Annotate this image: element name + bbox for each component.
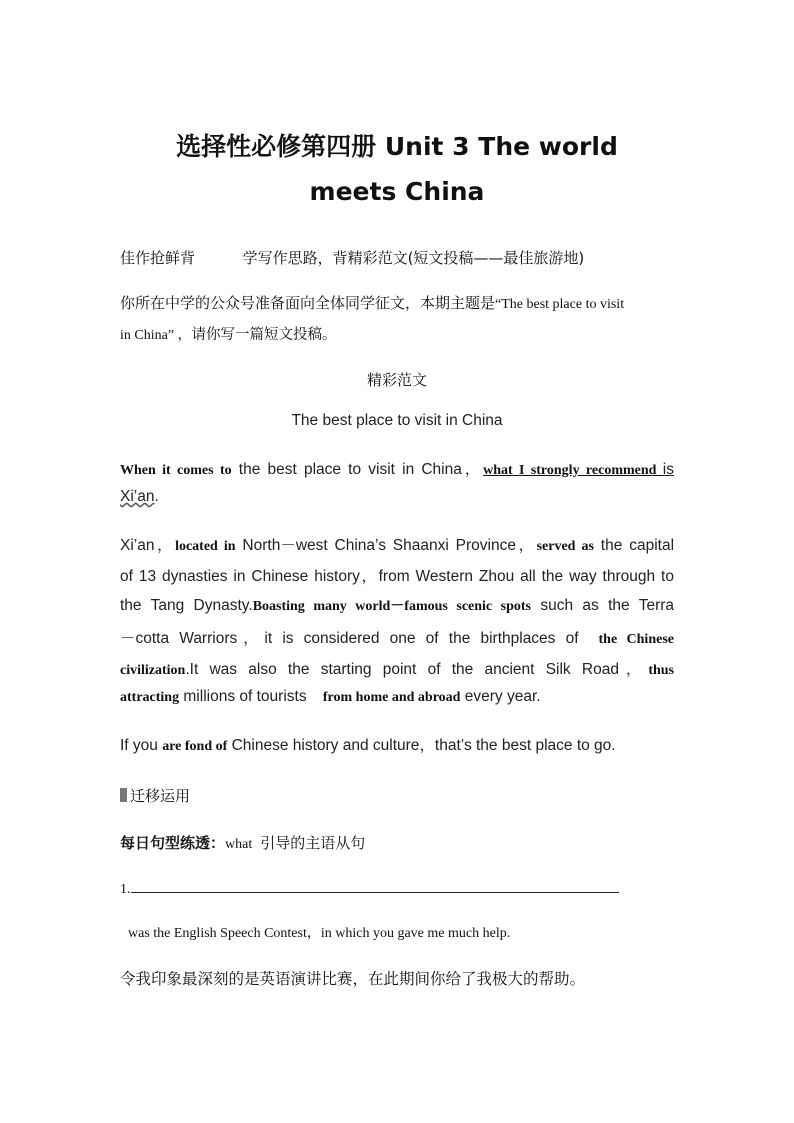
key-phrase: served as <box>536 539 594 554</box>
question-number: 1. <box>120 882 131 897</box>
essay-text: Xi’an， <box>120 537 176 554</box>
key-phrase: When it comes to <box>120 463 232 478</box>
essay-label: 精彩范文 <box>366 371 427 389</box>
essay-paragraph-2-line-6 <box>120 688 674 706</box>
essay-title: The best place to visit in China <box>291 412 503 429</box>
essay-text: Chinese history and culture，that’s the best place to go. <box>227 737 616 754</box>
key-phrase: Boasting many world－famous scenic spots <box>252 599 532 614</box>
essay-paragraph-2-line-1 <box>120 533 674 555</box>
prompt-quote-a: “The best place to visit <box>495 297 625 312</box>
prompt-tail: 请你写一篇短文投稿。 <box>191 327 337 343</box>
bullet-marker-icon <box>120 788 127 802</box>
prompt-quote-b: in China” ， <box>120 328 192 343</box>
key-phrase: the Chinese <box>598 632 674 647</box>
essay-paragraph-2-line-5 <box>120 657 674 679</box>
essay-text: the capital <box>593 537 675 554</box>
practice-heading <box>120 785 674 806</box>
key-phrase: are fond of <box>162 739 228 754</box>
essay-text: North－west China’s Shaanxi Province， <box>235 537 537 554</box>
essay-text: . <box>154 488 159 505</box>
key-phrase: located in <box>175 539 236 554</box>
essay-text: If you <box>120 737 163 754</box>
daily-label: 每日句型练透： <box>120 834 226 852</box>
question-1-english: was the English Speech Contest，in which you gave me much help. <box>128 926 511 941</box>
key-phrase: from home and abroad <box>322 690 461 705</box>
key-phrase: attracting <box>120 690 180 705</box>
essay-text: Xi’an <box>120 488 155 505</box>
page-title-line-2: meets China <box>309 177 485 206</box>
question-1-line <box>120 878 674 898</box>
essay-text: millions of tourists <box>179 688 311 705</box>
essay-paragraph-1-line-2 <box>120 488 674 506</box>
essay-paragraph-2-line-4 <box>120 626 674 648</box>
section-label: 佳作抢鲜背 <box>120 249 196 267</box>
essay-text: the best place to visit in China， <box>231 461 484 478</box>
page-title-line-1: 选择性必修第四册 Unit 3 The world <box>176 132 618 161</box>
essay-paragraph-3 <box>120 733 674 755</box>
question-1-chinese: 令我印象最深刻的是英语演讲比赛，在此期间你给了我极大的帮助。 <box>120 970 586 988</box>
daily-topic-en: what <box>225 837 253 852</box>
essay-text: is <box>662 461 674 478</box>
essay-text: such as the Terra <box>531 597 675 614</box>
key-phrase: civilization <box>120 663 186 678</box>
section-heading <box>120 247 674 268</box>
writing-prompt-line-1 <box>120 292 674 313</box>
essay-paragraph-2-line-2: of 13 dynasties in Chinese history，from Western Zhou all the way through to <box>120 568 674 585</box>
key-phrase-underlined: what I strongly recommend <box>483 463 663 478</box>
essay-text: the Tang Dynasty. <box>120 597 253 614</box>
answer-blank[interactable] <box>131 878 619 893</box>
essay-text: －cotta Warriors，it is considered one of the birthplaces of <box>120 630 579 647</box>
daily-pattern-line <box>120 832 674 853</box>
section-description: 学写作思路，背精彩范文(短文投稿——最佳旅游地) <box>242 249 585 267</box>
essay-text: .It was also the starting point of the ancient Silk Road， <box>185 661 649 678</box>
essay-paragraph-1-line-1 <box>120 457 674 479</box>
essay-paragraph-2-line-3 <box>120 595 674 615</box>
practice-label: 迁移运用 <box>130 787 191 805</box>
writing-prompt-line-2 <box>120 323 674 344</box>
prompt-text: 你所在中学的公众号准备面向全体同学征文，本期主题是 <box>120 294 496 312</box>
key-phrase: thus <box>648 663 674 678</box>
daily-topic-cn: 引导的主语从句 <box>260 834 366 852</box>
essay-text: every year. <box>460 688 541 705</box>
